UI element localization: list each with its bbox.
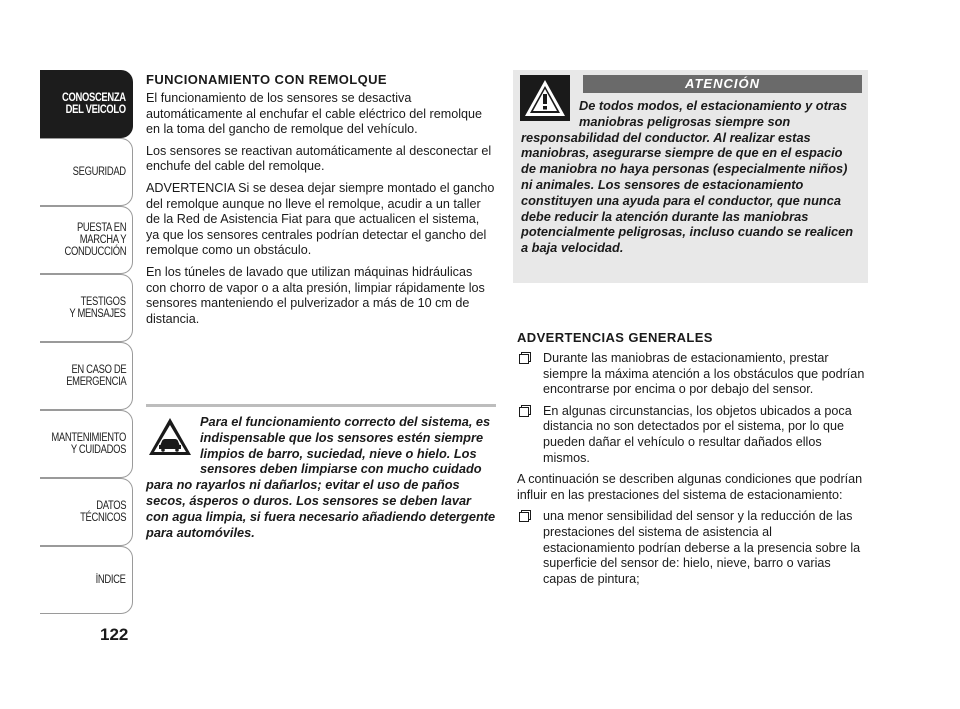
- paragraph: El funcionamiento de los sensores se desactiva automáticamente al enchufar el cable eléctrico del remolque en la toma del gancho de remolque del vehículo.: [146, 91, 483, 137]
- tab-testigos[interactable]: [40, 274, 133, 342]
- tab-label: SEGURIDAD: [72, 166, 126, 178]
- attention-box: [513, 70, 868, 283]
- tab-label: DATOS TÉCNICOS: [79, 500, 126, 524]
- towing-section: [146, 72, 496, 333]
- tab-conoscenza[interactable]: [40, 70, 133, 138]
- section-title: FUNCIONAMIENTO CON REMOLQUE: [146, 72, 387, 87]
- list-item: [517, 404, 867, 466]
- tab-seguridad[interactable]: [40, 138, 133, 206]
- paragraph: A continuación se describen algunas condiciones que podrían influir en las prestaciones del sistema de estacionamiento:: [517, 472, 863, 502]
- attention-text: De todos modos, el estacionamiento y otras maniobras peligrosas siempre son responsabilidad del conductor. Al realizar estas maniobras, asegurarse siempre de que en el espacio de maniobra no haya personas (especialmente niños) ni animales. Los sensores de estacionamiento constituyen una ayuda para el conductor, que nunca debe reducir la atención durante las maniobras potencialmente peligrosas, incluso cuando se realicen a baja velocidad.: [521, 98, 854, 256]
- attention-header: ATENCIÓN: [583, 75, 862, 93]
- checkbox-bullet-icon: [519, 354, 529, 364]
- checkbox-bullet-icon: [519, 407, 529, 417]
- paragraph: ADVERTENCIA Si se desea dejar siempre montado el gancho del remolque aunque no lleve el remolque, acudir a un taller de la Red de Asistencia Fiat para que actualicen el sistema, ya que los sensores centrales podrían detectar el gancho del remolque como un obstáculo.: [146, 180, 495, 258]
- chapter-tabs: [40, 70, 133, 614]
- cleaning-note: [146, 414, 496, 540]
- list-item-text: Durante las maniobras de estacionamiento, prestar siempre la máxima atención a los obstáculos que podrían encontrarse por encima o por debajo del sensor.: [543, 351, 865, 397]
- paragraph: Los sensores se reactivan automáticamente al desconectar el enchufe del cable del remolque.: [146, 143, 492, 174]
- tab-mantenimiento[interactable]: [40, 410, 133, 478]
- warning-triangle-icon: [519, 74, 571, 122]
- page-number: 122: [100, 625, 129, 644]
- paragraph: En los túneles de lavado que utilizan máquinas hidráulicas con chorro de vapor o a alta presión, limpiar rápidamente los sensores manteniendo el pulverizador a más de 10 cm de distancia.: [146, 264, 485, 326]
- list-item-text: En algunas circunstancias, los objetos ubicados a poca distancia no son detectados por el sistema, por lo que pueden dañar el vehículo o resultar dañados ellos mismos.: [543, 403, 852, 465]
- list-item-text: una menor sensibilidad del sensor y la reducción de las prestaciones del sistema de asistencia al estacionamiento podrían deberse a la presencia sobre la superficie del sensor de: hielo, nieve, barro o varias capas de pintura;: [543, 509, 861, 586]
- tab-emergencia[interactable]: [40, 342, 133, 410]
- tab-label: EN CASO DE EMERGENCIA: [65, 364, 126, 388]
- tab-indice[interactable]: [40, 546, 133, 614]
- car-caution-icon: [146, 414, 194, 458]
- tab-label: MANTENIMIENTO Y CUIDADOS: [51, 432, 126, 456]
- note-text: Para el funcionamiento correcto del sistema, es indispensable que los sensores estén siempre limpios de barro, suciedad, nieve o hielo. Los sensores deben limpiarse con mucho cuidado para no rayarlos ni dañarlos; evitar el uso de paños secos, ásperos o duros. Los sensores se deben lavar con agua limpia, si fuera necesario añadiendo detergente para automóviles.: [146, 414, 496, 540]
- list-item: [517, 351, 867, 398]
- tab-label: ÍNDICE: [96, 574, 126, 586]
- divider: [146, 404, 496, 407]
- section-title: ADVERTENCIAS GENERALES: [517, 330, 713, 345]
- tab-label: CONOSCENZA DEL VEICOLO: [62, 92, 126, 116]
- list-item: [517, 509, 867, 587]
- tab-label: PUESTA EN MARCHA Y CONDUCCIÓN: [64, 222, 126, 258]
- general-warnings-section: [517, 330, 867, 593]
- checkbox-bullet-icon: [519, 512, 529, 522]
- tab-datos-tecnicos[interactable]: [40, 478, 133, 546]
- tab-label: TESTIGOS Y MENSAJES: [69, 296, 126, 320]
- tab-puesta-en-marcha[interactable]: [40, 206, 133, 274]
